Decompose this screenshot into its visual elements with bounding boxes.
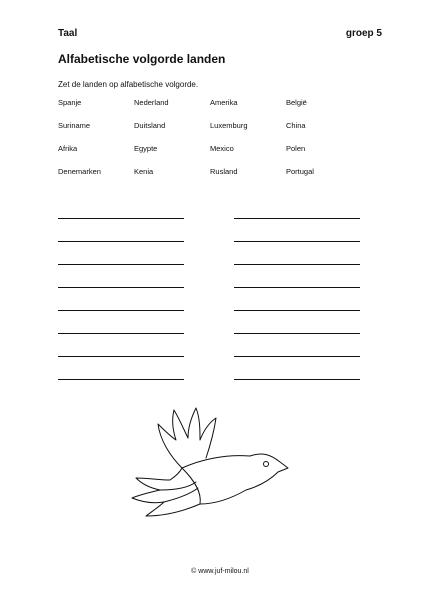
country-row [58, 121, 358, 144]
answer-line [234, 264, 360, 265]
country-word: Egypte [134, 144, 158, 153]
answer-line [234, 356, 360, 357]
answer-line [58, 379, 184, 380]
answer-line [234, 379, 360, 380]
country-word: Luxemburg [210, 121, 248, 130]
country-word: Rusland [210, 167, 238, 176]
instruction-text: Zet de landen op alfabetische volgorde. [58, 80, 199, 89]
answer-line [58, 356, 184, 357]
country-word: China [286, 121, 306, 130]
copyright-footer: © www.juf-milou.nl [191, 568, 249, 575]
answer-line [58, 264, 184, 265]
country-word: Afrika [58, 144, 78, 153]
answer-line [234, 310, 360, 311]
subject-label: Taal [58, 28, 78, 39]
answer-line [58, 287, 184, 288]
answer-line [234, 333, 360, 334]
country-word: Portugal [286, 167, 314, 176]
country-word: Spanje [58, 98, 82, 107]
answer-line [234, 287, 360, 288]
country-word: Polen [286, 144, 306, 153]
country-word: Denemarken [58, 167, 101, 176]
answer-line [234, 218, 360, 219]
bird-illustration [120, 400, 300, 530]
country-word: Mexico [210, 144, 234, 153]
page-title: Alfabetische volgorde landen [58, 52, 226, 66]
country-row [58, 144, 358, 167]
answer-line [58, 310, 184, 311]
country-row [58, 98, 358, 121]
answer-line [58, 218, 184, 219]
country-grid [58, 98, 358, 190]
country-word: België [286, 98, 307, 107]
country-word: Nederland [134, 98, 169, 107]
answer-line [58, 333, 184, 334]
answer-line [58, 241, 184, 242]
answer-line [234, 241, 360, 242]
group-label: groep 5 [345, 28, 382, 39]
country-word: Kenia [134, 167, 154, 176]
country-word: Suriname [58, 121, 91, 130]
country-word: Amerika [210, 98, 238, 107]
country-row [58, 167, 358, 190]
country-word: Duitsland [134, 121, 166, 130]
